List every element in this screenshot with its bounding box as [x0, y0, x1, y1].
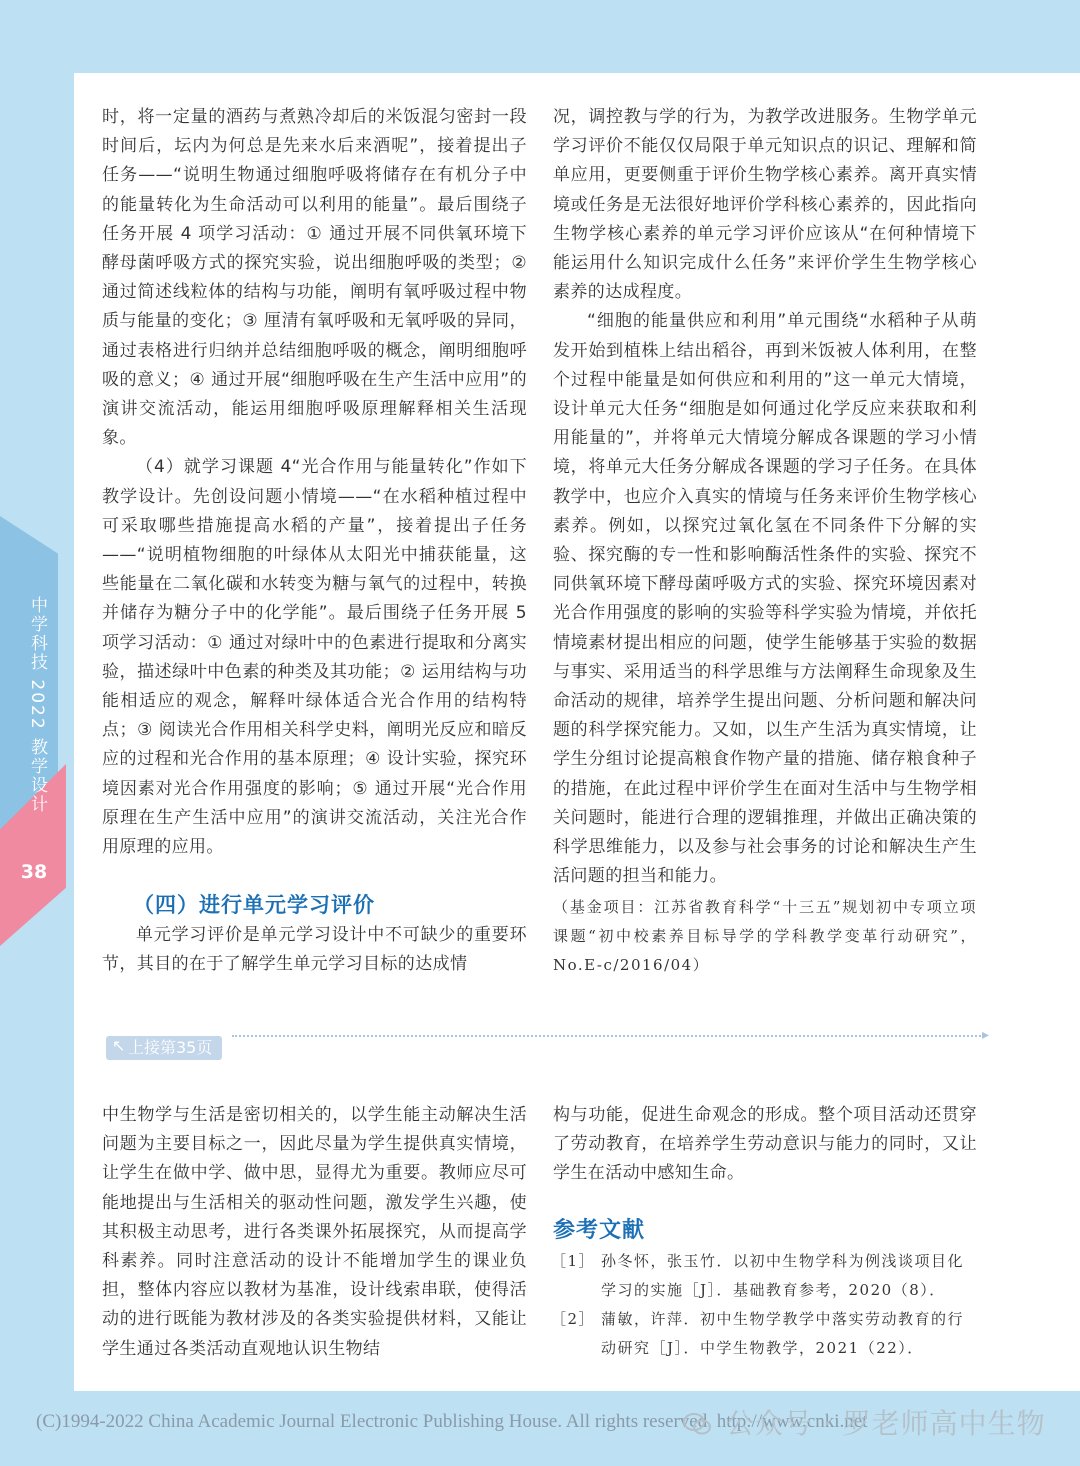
copyright-notice: (C)1994-2022 China Academic Journal Electronic Publishing House. All rights reserved. http://www.cnki.net: [36, 1411, 868, 1432]
reference-number: ［1］: [551, 1252, 596, 1270]
paragraph: 时，将一定量的酒药与煮熟冷却后的米饭混匀密封一段时间后，坛内为何总是先来水后来酒呢”，接着提出子任务——“说明生物通过细胞呼吸将储存在有机分子中的能量转化为生命活动可以利用的能量”。最后围绕子任务开展 4 项学习活动：① 通过开展不同供氧环境下酵母菌呼吸方式的探究实验，说出细胞呼吸的类型；② 通过简述线粒体的结构与功能，阐明有氧呼吸过程中物质与能量的变化；③ 厘清有氧呼吸和无氧呼吸的异同，通过表格进行归纳并总结细胞呼吸的概念，阐明细胞呼吸的意义；④ 通过开展“细胞呼吸在生产生活中应用”的演讲交流活动，能运用细胞呼吸原理解释相关生活现象。: [102, 107, 527, 449]
references-heading: 参考文献: [553, 1218, 646, 1243]
continuation-label: 上接第35页: [128, 1038, 213, 1057]
section-paragraph-block: [102, 921, 527, 979]
wechat-icon: [682, 1411, 712, 1437]
top-right-column: [553, 103, 977, 891]
dotted-divider: [232, 1035, 984, 1037]
watermark: [682, 1402, 1046, 1442]
reference-item: [551, 1305, 977, 1363]
page-number: 38: [20, 861, 48, 883]
paragraph: （4）就学习课题 4“光合作用与能量转化”作如下教学设计。先创设问题小情境——“在水稻种植过程中可采取哪些措施提高水稻的产量”，接着提出子任务——“说明植物细胞的叶绿体从太阳光中捕获能量，这些能量在二氧化碳和水转变为糖与氧气的过程中，转换并储存为糖分子中的化学能”。最后围绕子任务开展 5 项学习活动：① 通过对绿叶中的色素进行提取和分离实验，描述绿叶中色素的种类及其功能；② 运用结构与功能相适应的观念，解释叶绿体适合光合作用的结构特点；③ 阅读光合作用相关科学史料，阐明光反应和暗反应的过程和光合作用的基本原理；④ 设计实验，探究环境因素对光合作用强度的影响；⑤ 通过开展“光合作用原理在生产生活中应用”的演讲交流活动，关注光合作用原理的应用。: [102, 457, 527, 858]
paragraph: 况，调控教与学的行为，为教学改进服务。生物学单元学习评价不能仅仅局限于单元知识点的识记、理解和简单应用，更要侧重于评价生物学核心素养。离开真实情境或任务是无法很好地评价学科核心素养的，因此指向生物学核心素养的单元学习评价应该从“在何种情境下能运用什么知识完成什么任务”来评价学生生物学核心素养的达成程度。: [553, 107, 977, 303]
paragraph: “细胞的能量供应和利用”单元围绕“水稻种子从萌发开始到植株上结出稻谷，再到米饭被人体利用，在整个过程中能量是如何供应和利用的”这一单元大情境，设计单元大任务“细胞是如何通过化学反应来获取和利用能量的”，并将单元大情境分解成各课题的学习小情境，将单元大任务分解成各课题的学习子任务。在具体教学中，也应介入真实的情境与任务来评价生物学核心素养。例如，以探究过氧化氢在不同条件下分解的实验、探究酶的专一性和影响酶活性条件的实验、探究不同供氧环境下酵母菌呼吸方式的实验、探究环境因素对光合作用强度的影响的实验等科学实验为情境，并依托情境素材提出相应的问题，使学生能够基于实验的数据与事实、采用适当的科学思维与方法阐释生命现象及生命活动的规律，培养学生提出问题、分析问题和解决问题的科学探究能力。又如，以生产生活为真实情境，让学生分组讨论提高粮食作物产量的措施、储存粮食种子的措施，在此过程中评价学生在面对生活中与生物学相关问题时，能进行合理的逻辑推理，并做出正确决策的科学思维能力，以及参与社会事务的讨论和解决生产生活问题的担当和能力。: [553, 311, 977, 887]
watermark-text: 公众号 · 罗老师高中生物: [725, 1407, 1046, 1440]
reference-number: ［2］: [551, 1310, 596, 1328]
top-left-column: [102, 103, 527, 862]
reference-text: 蒲敏，许萍．初中生物学教学中落实劳动教育的行动研究［J］．中学生物教学，2021（22）．: [601, 1310, 965, 1357]
bottom-left-column: [102, 1101, 527, 1364]
reference-text: 孙冬怀，张玉竹．以初中生物学科为例浅谈项目化学习的实施［J］．基础教育参考，2020（8）．: [601, 1252, 965, 1299]
section-heading: （四）进行单元学习评价: [133, 893, 375, 917]
references-list: [551, 1247, 977, 1363]
paragraph: 单元学习评价是单元学习设计中不可缺少的重要环节，其目的在于了解学生单元学习目标的达成情: [102, 925, 527, 975]
reference-item: [551, 1247, 977, 1305]
paragraph: 中生物学与生活是密切相关的，以学生能主动解决生活问题为主要目标之一，因此尽量为学生提供真实情境，让学生在做中学、做中思，显得尤为重要。教师应尽可能地提出与生活相关的驱动性问题，激发学生兴趣，使其积极主动思考，进行各类课外拓展探究，从而提高学科素养。同时注意活动的设计不能增加学生的课业负担，整体内容应以教材为基准，设计线索串联，使得活动的进行既能为教材涉及的各类实验提供材料，又能让学生通过各类活动直观地认识生物结: [102, 1105, 527, 1359]
fund-note: （基金项目：江苏省教育科学“十三五”规划初中专项立项课题“初中校素养目标导学的学科教学变革行动研究”，No.E-c/2016/04）: [553, 898, 977, 974]
journal-section-label: 中学科技 2022 教学设计: [27, 596, 47, 815]
continuation-badge: [106, 1036, 222, 1060]
side-tab: [0, 516, 66, 946]
bottom-right-column: [553, 1101, 977, 1189]
paragraph: 构与功能，促进生命观念的形成。整个项目活动还贯穿了劳动教育，在培养学生劳动意识与能力的同时，又让学生在活动中感知生命。: [553, 1105, 977, 1184]
arrow-right-icon: ▸: [982, 1027, 990, 1043]
arrow-icon: ↖: [112, 1036, 126, 1055]
